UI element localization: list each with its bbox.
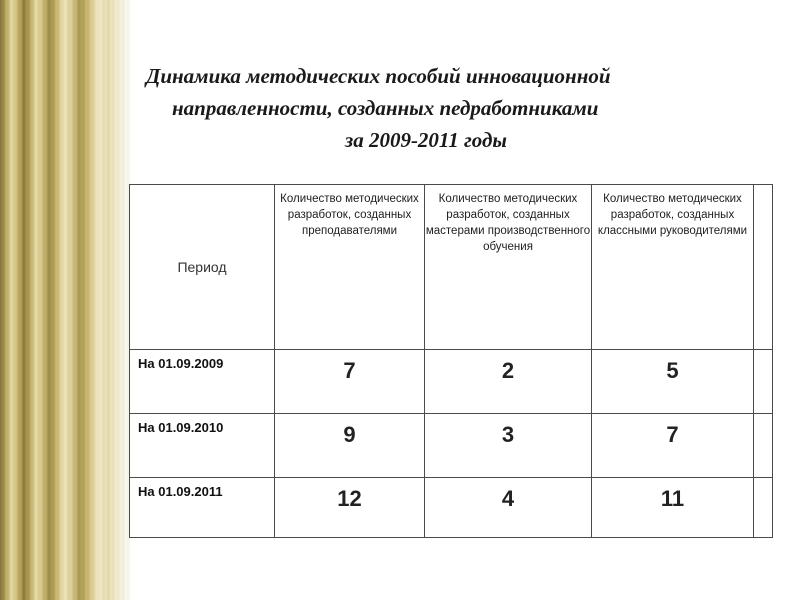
header-teachers: Количество методических разработок, созданных преподавателями xyxy=(275,185,425,350)
value-masters: 2 xyxy=(425,350,592,414)
title-line-3: за 2009-2011 годы xyxy=(345,128,507,152)
empty-cell xyxy=(754,185,773,350)
row-period: На 01.09.2011 xyxy=(130,478,275,538)
table-row xyxy=(130,414,773,478)
value-class-teachers: 7 xyxy=(592,414,754,478)
row-period: На 01.09.2009 xyxy=(130,350,275,414)
value-teachers: 9 xyxy=(275,414,425,478)
empty-cell xyxy=(754,414,773,478)
empty-cell xyxy=(754,350,773,414)
header-row xyxy=(130,185,773,350)
data-table xyxy=(129,184,773,538)
table-row xyxy=(130,478,773,538)
value-class-teachers: 5 xyxy=(592,350,754,414)
value-masters: 4 xyxy=(425,478,592,538)
value-teachers: 7 xyxy=(275,350,425,414)
header-period: Период xyxy=(130,185,275,350)
table-row xyxy=(130,350,773,414)
value-masters: 3 xyxy=(425,414,592,478)
header-masters: Количество методических разработок, созданных мастерами производственного обучения xyxy=(425,185,592,350)
value-class-teachers: 11 xyxy=(592,478,754,538)
empty-cell xyxy=(754,478,773,538)
value-teachers: 12 xyxy=(275,478,425,538)
header-class-teachers: Количество методических разработок, созданных классными руководителями xyxy=(592,185,754,350)
row-period: На 01.09.2010 xyxy=(130,414,275,478)
title-line-2: направленности, созданных педработниками xyxy=(172,96,599,120)
curtain-decoration xyxy=(0,0,132,600)
slide-title xyxy=(130,60,780,156)
title-line-1: Динамика методических пособий инновационной xyxy=(146,64,611,88)
